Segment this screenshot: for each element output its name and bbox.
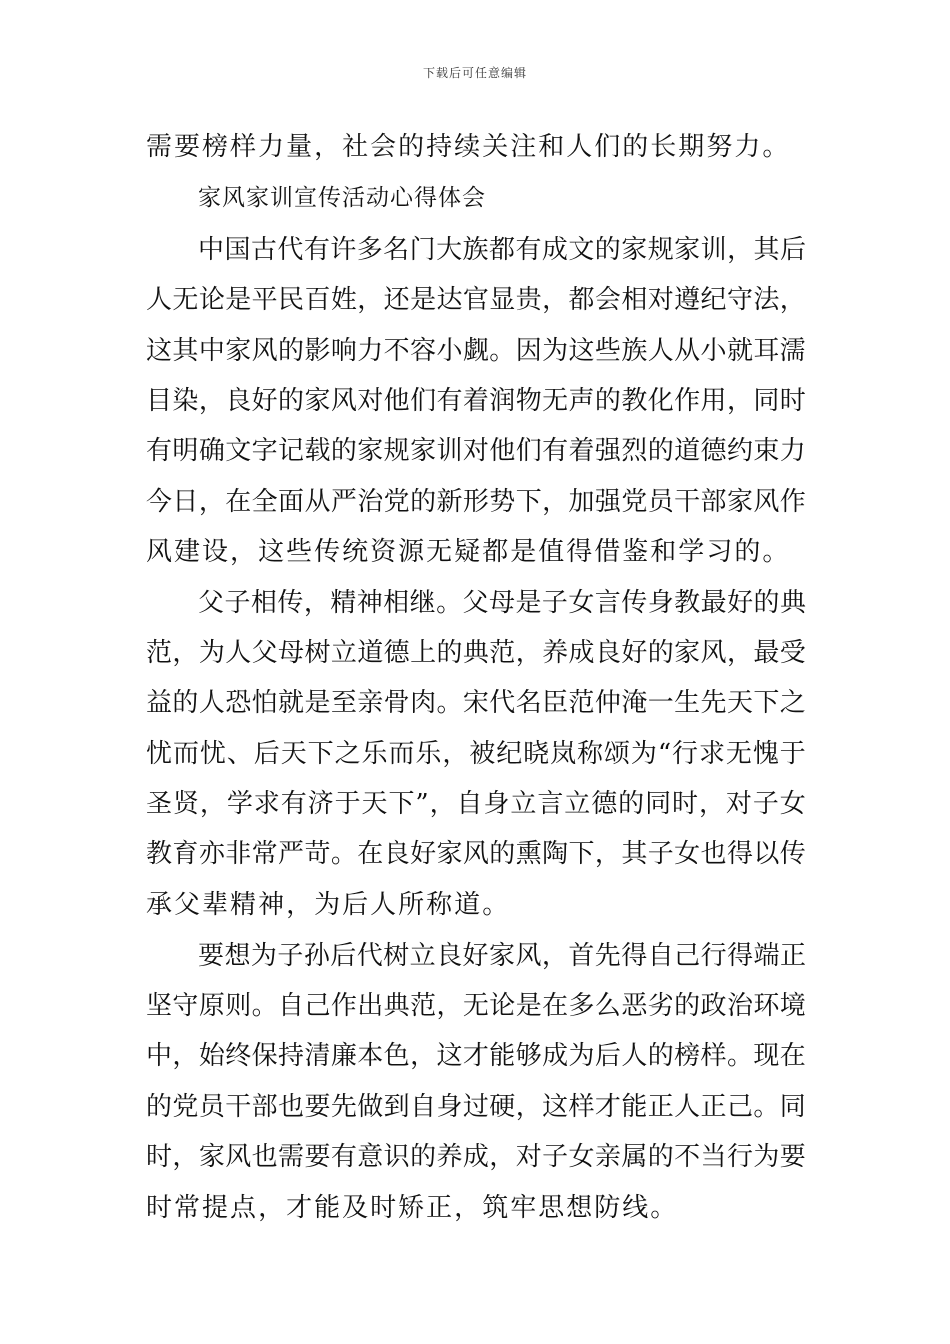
text-line-11: 益 的 人 恐 怕 就 是 至 亲 骨 肉 。 宋 代 名 臣 范 仲 淹 一 生 先 天 下 之 [146, 688, 806, 718]
text-line-3: 人 无 论 是 平 民 百 姓 ， 还 是 达 官 显 贵 ， 都 会 相 对 遵 纪 守 法 ， [146, 285, 806, 315]
text-line-20: 时 ， 家 风 也 需 要 有 意 识 的 养 成 ， 对 子 女 亲 属 的 不 当 行 为 要 [146, 1142, 806, 1172]
text-line-21: 时常提点，才能及时矫正，筑牢思想防线。 [146, 1193, 679, 1223]
text-line-7: 今 日 ， 在 全 面 从 严 治 党 的 新 形 势 下 ， 加 强 党 员 干 部 家 风 作 [146, 487, 806, 517]
section-heading: 家风家训宣传活动心得体会 [198, 185, 486, 211]
text-line-5: 目 染 ， 良 好 的 家 风 对 他 们 有 着 润 物 无 声 的 教 化 作 用 ， 同 时 [146, 386, 806, 416]
text-line-19: 的 党 员 干 部 也 要 先 做 到 自 身 过 硬 ， 这 样 才 能 正 人 正 己 。 同 [146, 1092, 806, 1122]
text-line-16: 要 想 为 子 孙 后 代 树 立 良 好 家 风 ， 首 先 得 自 己 行 得 端 正 [198, 941, 806, 971]
text-line-4: 这 其 中 家 风 的 影 响 力 不 容 小 觑 。 因 为 这 些 族 人 从 小 就 耳 濡 [146, 336, 806, 366]
text-line-8: 风建设，这些传统资源无疑都是值得借鉴和学习的。 [146, 537, 791, 567]
text-line-0: 需要榜样力量，社会的持续关注和人们的长期努力。 [146, 132, 791, 162]
text-line-10: 范 ， 为 人 父 母 树 立 道 德 上 的 典 范 ， 养 成 良 好 的 家 风 ， 最 受 [146, 638, 806, 668]
text-line-2: 中 国 古 代 有 许 多 名 门 大 族 都 有 成 文 的 家 规 家 训 ， 其 后 [198, 235, 806, 265]
text-line-6: 有 明 确 文 字 记 载 的 家 规 家 训 对 他 们 有 着 强 烈 的 道 德 约 束 力 [146, 436, 806, 466]
text-line-13: 圣 贤 ， 学 求 有 济 于 天 下 ” ， 自 身 立 言 立 德 的 同 时 ， 对 子 女 [146, 789, 806, 819]
text-line-18: 中 ， 始 终 保 持 清 廉 本 色 ， 这 才 能 够 成 为 后 人 的 榜 样 。 现 在 [146, 1041, 806, 1071]
text-line-15: 承父辈精神，为后人所称道。 [146, 890, 511, 920]
text-line-17: 坚 守 原 则 。 自 己 作 出 典 范 ， 无 论 是 在 多 么 恶 劣 的 政 治 环 境 [146, 991, 806, 1021]
text-line-12: 忧 而 忧 、 后 天 下 之 乐 而 乐 ， 被 纪 晓 岚 称 颂 为 “ 行 求 无 愧 于 [146, 739, 806, 769]
text-line-9: 父 子 相 传 ， 精 神 相 继 。 父 母 是 子 女 言 传 身 教 最 好 的 典 [198, 588, 806, 618]
page-header-note: 下载后可任意编辑 [422, 66, 527, 80]
text-line-14: 教 育 亦 非 常 严 苛 。 在 良 好 家 风 的 熏 陶 下 ， 其 子 女 也 得 以 传 [146, 839, 806, 869]
